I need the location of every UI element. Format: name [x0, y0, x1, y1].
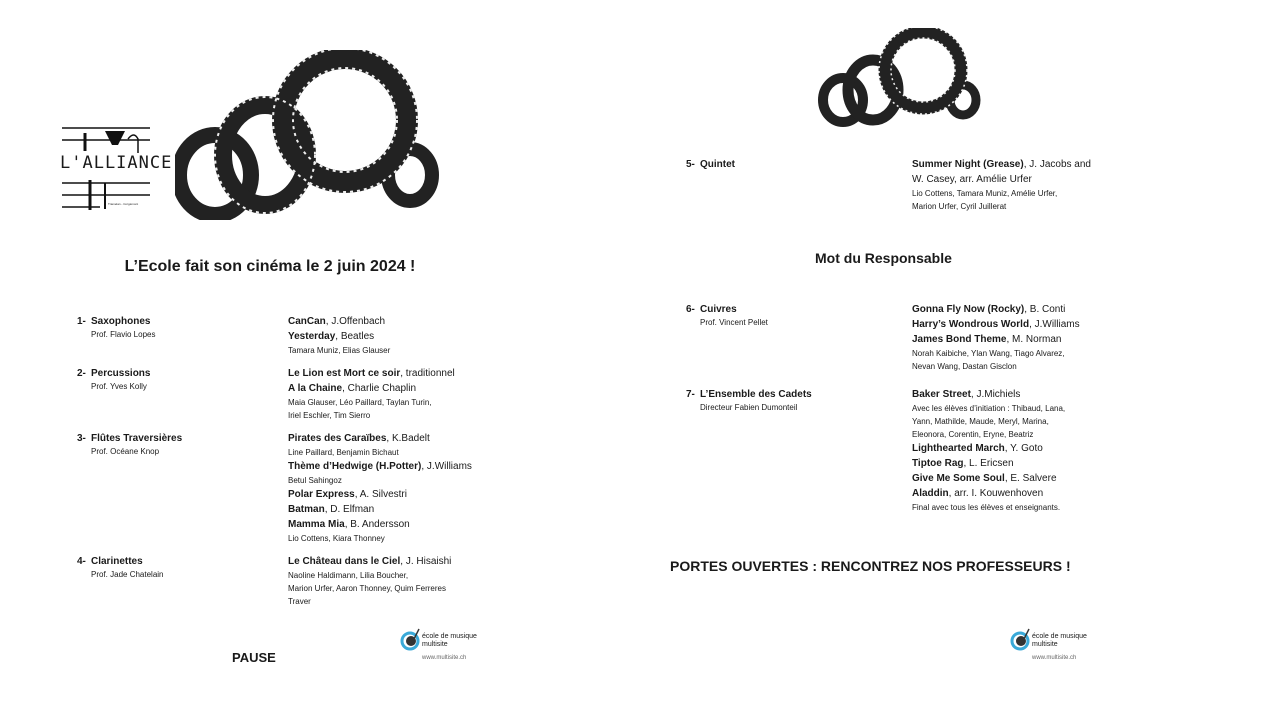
- piece-title: Batman: [288, 504, 325, 515]
- piece-title: Mamma Mia: [288, 519, 345, 530]
- performers: Naoline Haldimann, Lilia Boucher,: [288, 571, 409, 580]
- piece: [288, 502, 498, 517]
- section-number: 1-: [77, 316, 86, 327]
- piece-list: [288, 431, 498, 545]
- section-number: 5-: [686, 159, 695, 170]
- piece: [912, 471, 1122, 486]
- piece-composer: , L. Ericsen: [963, 458, 1014, 469]
- section-teacher: Directeur Fabien Dumonteil: [700, 403, 798, 412]
- performers: Yann, Mathilde, Maude, Meryl, Marina,: [912, 417, 1049, 426]
- piece: [288, 381, 498, 396]
- piece-list: [288, 366, 498, 422]
- piece: [288, 314, 498, 329]
- piece: [288, 517, 498, 532]
- portes-ouvertes-banner: PORTES OUVERTES : RENCONTREZ NOS PROFESSEURS !: [670, 558, 1071, 574]
- section-label: Saxophones: [91, 316, 151, 327]
- piece-composer: , B. Conti: [1024, 304, 1066, 315]
- piece-title: Le Lion est Mort ce soir: [288, 368, 401, 379]
- performers: Final avec tous les élèves et enseignants.: [912, 503, 1061, 512]
- section-teacher: Prof. Yves Kolly: [91, 382, 147, 391]
- piece-list: [912, 302, 1122, 373]
- piece: [912, 157, 1122, 172]
- piece: [288, 431, 498, 446]
- school-logo: [400, 627, 500, 667]
- piece-list: [288, 314, 498, 357]
- piece: [288, 366, 498, 381]
- section-number: 6-: [686, 304, 695, 315]
- section-label: Percussions: [91, 368, 151, 379]
- piece-title: James Bond Theme: [912, 334, 1007, 345]
- performers: Lio Cottens, Tamara Muniz, Amélie Urfer,: [912, 189, 1058, 198]
- performers: Marion Urfer, Aaron Thonney, Quim Ferreres: [288, 584, 446, 593]
- alliance-logo: [60, 125, 173, 213]
- piece-composer: , J. Jacobs and: [1023, 159, 1091, 170]
- film-reel-image-small: [818, 28, 998, 128]
- piece-composer: , M. Norman: [1006, 334, 1062, 345]
- piece-composer: , B. Andersson: [344, 519, 410, 530]
- school-logo-line1: école de musique: [422, 633, 477, 640]
- piece-composer: , Y. Goto: [1004, 443, 1043, 454]
- performers: Lio Cottens, Kiara Thonney: [288, 534, 385, 543]
- school-logo-line1: école de musique: [1032, 633, 1087, 640]
- performers: Iriel Eschler, Tim Sierro: [288, 411, 371, 420]
- film-reel-image: [175, 50, 465, 220]
- performers: Betul Sahingoz: [288, 476, 342, 485]
- mot-du-responsable: Mot du Responsable: [815, 250, 952, 266]
- alliance-logo-text: L'ALLIANCE: [60, 153, 173, 173]
- piece-composer: , D. Elfman: [324, 504, 375, 515]
- piece-title: Give Me Some Soul: [912, 473, 1005, 484]
- piece-title: Summer Night (Grease): [912, 159, 1024, 170]
- piece-title: Polar Express: [288, 489, 355, 500]
- piece-title: Yesterday: [288, 331, 336, 342]
- piece: [288, 329, 498, 344]
- piece-title: A la Chaine: [288, 383, 343, 394]
- piece: [912, 317, 1122, 332]
- school-logo-url: www.multisite.ch: [422, 655, 467, 661]
- piece-composer: , J.Michiels: [970, 389, 1021, 400]
- section-teacher: Prof. Jade Chatelain: [91, 570, 164, 579]
- section-number: 2-: [77, 368, 86, 379]
- performers: Maia Glauser, Léo Paillard, Taylan Turin,: [288, 398, 432, 407]
- piece: [912, 332, 1122, 347]
- piece-composer: , K.Badelt: [386, 433, 430, 444]
- piece-title: Le Château dans le Ciel: [288, 556, 401, 567]
- piece-composer: , A. Silvestri: [354, 489, 407, 500]
- school-logo-line2: multisite: [1032, 641, 1058, 648]
- section-label: L’Ensemble des Cadets: [700, 389, 812, 400]
- piece-composer: , Charlie Chaplin: [342, 383, 417, 394]
- section-label: Quintet: [700, 159, 735, 170]
- piece-title: Thème d’Hedwige (H.Potter): [288, 461, 422, 472]
- performers: Eleonora, Corentin, Eryne, Beatriz: [912, 430, 1034, 439]
- performers: Nevan Wang, Dastan Gisclon: [912, 362, 1017, 371]
- piece-title: Baker Street: [912, 389, 971, 400]
- piece-list: [912, 157, 1122, 213]
- section-label: Clarinettes: [91, 556, 143, 567]
- piece: [288, 554, 498, 569]
- piece: [912, 302, 1122, 317]
- performers: Marion Urfer, Cyril Juillerat: [912, 202, 1007, 211]
- performers: Line Paillard, Benjamin Bichaut: [288, 448, 399, 457]
- section-number: 4-: [77, 556, 86, 567]
- piece-composer: , arr. I. Kouwenhoven: [948, 488, 1044, 499]
- piece-title: Gonna Fly Now (Rocky): [912, 304, 1025, 315]
- piece-composer: , J. Hisaishi: [400, 556, 452, 567]
- school-logo-line2: multisite: [422, 641, 448, 648]
- piece: [912, 387, 1122, 402]
- piece: [288, 459, 498, 474]
- piece-title: Tiptoe Rag: [912, 458, 964, 469]
- piece-list: [288, 554, 498, 608]
- page-title: L’Ecole fait son cinéma le 2 juin 2024 !: [124, 258, 416, 275]
- section-teacher: Prof. Flavio Lopes: [91, 330, 156, 339]
- alliance-logo-subtext: Tramelan - Corgémont: [108, 202, 139, 206]
- section-label: Cuivres: [700, 304, 737, 315]
- piece-title: Aladdin: [912, 488, 949, 499]
- section-teacher: Prof. Vincent Pellet: [700, 318, 768, 327]
- piece-composer: , E. Salvere: [1004, 473, 1057, 484]
- performers: Tamara Muniz, Elias Glauser: [288, 346, 391, 355]
- school-logo: [1010, 627, 1110, 667]
- piece: [912, 486, 1122, 501]
- piece-title: CanCan: [288, 316, 326, 327]
- school-logo-url: www.multisite.ch: [1032, 655, 1077, 661]
- piece: [912, 441, 1122, 456]
- piece-composer: , Beatles: [335, 331, 375, 342]
- piece-composer: , J.Offenbach: [325, 316, 386, 327]
- piece-composer: , J.Williams: [421, 461, 472, 472]
- section-label: Flûtes Traversières: [91, 433, 183, 444]
- section-number: 3-: [77, 433, 86, 444]
- pause-label: PAUSE: [232, 650, 276, 665]
- piece: [912, 456, 1122, 471]
- piece-title: Harry’s Wondrous World: [912, 319, 1030, 330]
- piece: [912, 172, 1122, 187]
- piece: [288, 487, 498, 502]
- piece-list: [912, 387, 1122, 514]
- piece-title: Pirates des Caraïbes: [288, 433, 387, 444]
- performers: Avec les élèves d’initiation : Thibaud, Lana,: [912, 404, 1066, 413]
- piece-title: Lighthearted March: [912, 443, 1005, 454]
- performers: Norah Kaibiche, Ylan Wang, Tiago Alvarez,: [912, 349, 1065, 358]
- section-number: 7-: [686, 389, 695, 400]
- piece-composer: , J.Williams: [1029, 319, 1080, 330]
- piece-composer: , traditionnel: [400, 368, 455, 379]
- piece-composer: W. Casey, arr. Amélie Urfer: [912, 174, 1032, 185]
- section-teacher: Prof. Océane Knop: [91, 447, 160, 456]
- performers: Traver: [288, 597, 311, 606]
